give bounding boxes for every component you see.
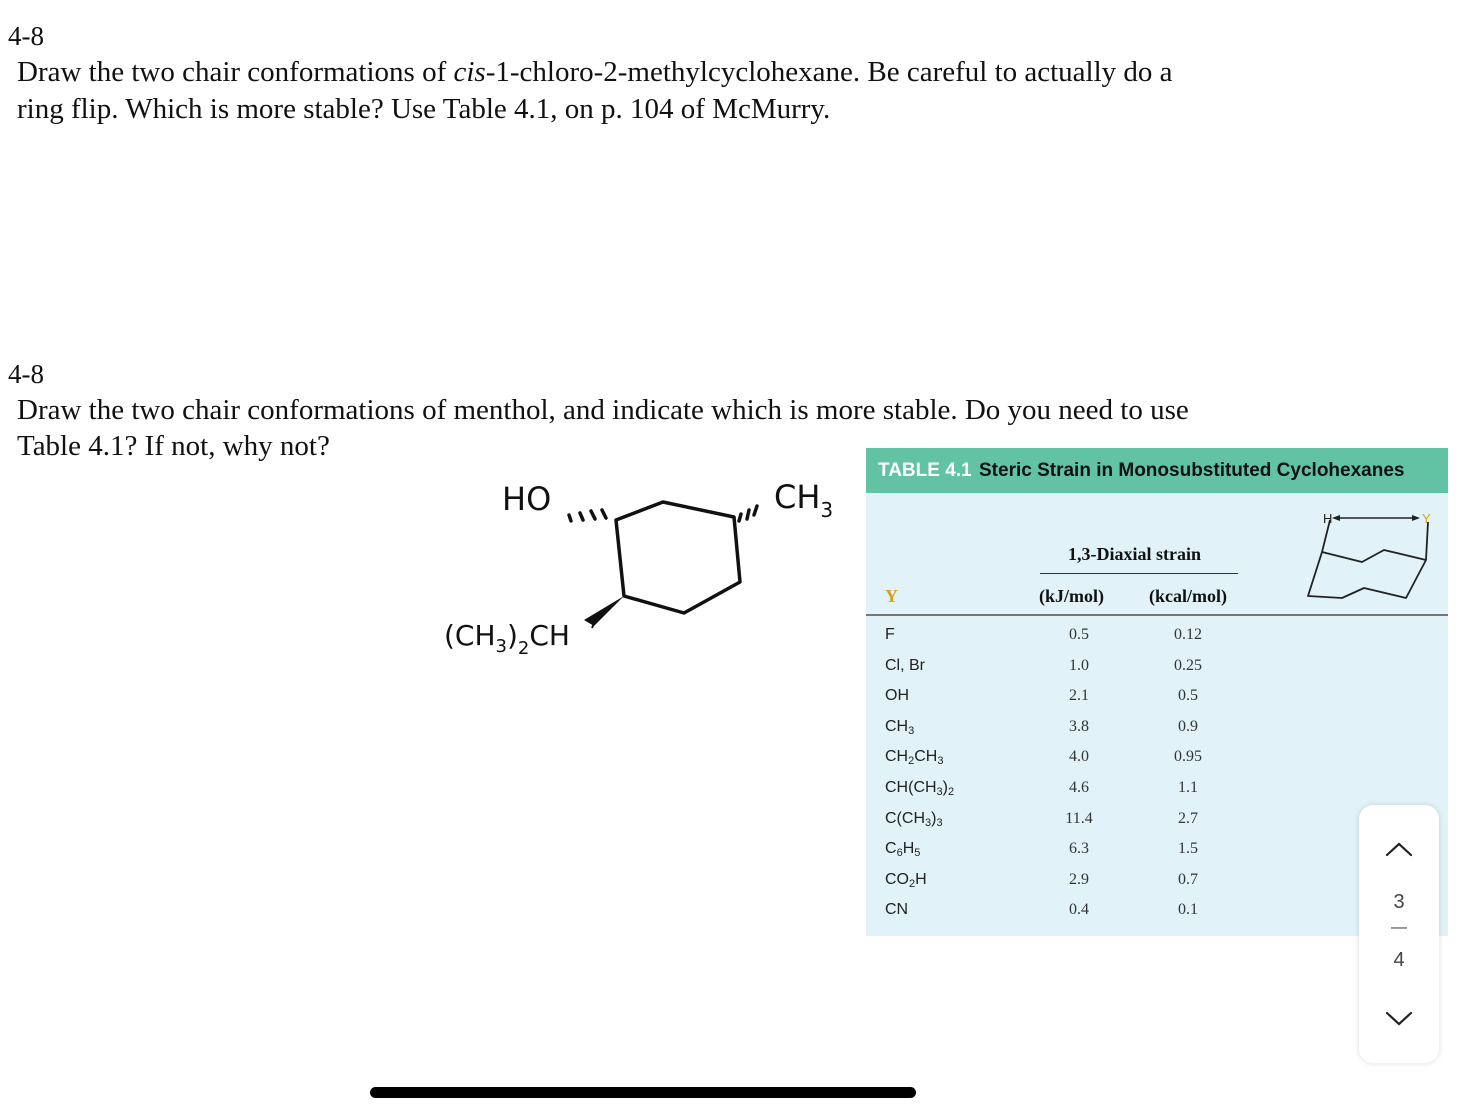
- row-kcal-value: 1.5: [1178, 840, 1198, 857]
- row-kcal-value: 2.7: [1178, 810, 1198, 827]
- row-kj-value: 0.5: [1069, 626, 1089, 643]
- row-kj-value: 2.1: [1069, 687, 1089, 704]
- chair-diagram-icon: [1302, 508, 1442, 608]
- chevron-up-icon[interactable]: [1385, 841, 1413, 857]
- page-total: 4: [1393, 949, 1405, 971]
- menthol-structure: [438, 470, 858, 690]
- row-kcal-value: 1.1: [1178, 779, 1198, 796]
- table-header-bar: [866, 448, 1448, 493]
- group-header: 1,3-Diaxial strain: [1068, 544, 1201, 564]
- problem2-line2: Table 4.1? If not, why not?: [17, 430, 330, 462]
- header-rule: [866, 614, 1448, 616]
- ch3-label: $CH_3$: [774, 478, 834, 522]
- row-kcal-value: 0.12: [1174, 626, 1202, 643]
- isopropyl-label: $(CH_3)_2CH$: [444, 619, 570, 659]
- problem1-line1: Draw the two chair conformations of cis-1-chloro-2-methylcyclohexane. Be careful to actually do a: [17, 56, 1173, 88]
- row-kj-value: 4.6: [1069, 779, 1089, 796]
- row-kcal-value: 0.7: [1178, 871, 1198, 888]
- isopropyl-wedge-bond: [584, 596, 624, 626]
- table-label: TABLE 4.1: [878, 460, 972, 481]
- home-indicator[interactable]: [370, 1087, 916, 1098]
- menthol-drawing: [438, 470, 858, 690]
- problem2-number: 4-8: [8, 359, 44, 389]
- ho-hash-bond: [569, 510, 606, 521]
- row-substituent: OH: [885, 687, 909, 704]
- page-current: 3: [1393, 891, 1405, 913]
- row-substituent: F: [885, 626, 895, 643]
- row-substituent: CN: [885, 901, 909, 918]
- row-substituent: $CH_2CH_3$: [885, 748, 944, 767]
- row-substituent: Cl, Br: [885, 657, 925, 674]
- ho-label: HO: [502, 480, 552, 518]
- row-kj-value: 6.3: [1069, 840, 1089, 857]
- col-kj-header: (kJ/mol): [1039, 586, 1104, 606]
- cyclohexane-ring: [616, 502, 740, 613]
- problem1-number: 4-8: [8, 21, 44, 51]
- diagram-y-label: Y: [1422, 511, 1431, 526]
- row-kj-value: 0.4: [1069, 901, 1089, 918]
- diagram-h-label: H: [1323, 511, 1333, 526]
- row-kj-value: 2.9: [1069, 871, 1089, 888]
- row-kcal-value: 0.95: [1174, 748, 1202, 765]
- row-kcal-value: 0.5: [1178, 687, 1198, 704]
- row-kcal-value: 0.25: [1174, 657, 1202, 674]
- row-kcal-value: 0.1: [1178, 901, 1198, 918]
- table-title: Steric Strain in Monosubstituted Cyclohexanes: [979, 460, 1405, 481]
- row-kj-value: 4.0: [1069, 748, 1089, 765]
- chevron-down-icon[interactable]: [1385, 1011, 1413, 1027]
- row-kj-value: 1.0: [1069, 657, 1089, 674]
- problem1-line2: ring flip. Which is more stable? Use Table 4.1, on p. 104 of McMurry.: [17, 93, 831, 125]
- page-navigator: [1359, 805, 1439, 1063]
- row-substituent: $C(CH_3)_3$: [885, 810, 943, 829]
- row-kj-value: 3.8: [1069, 718, 1089, 735]
- row-substituent: $CH(CH_3)_2$: [885, 779, 955, 798]
- row-substituent: $CH_3$: [885, 718, 915, 737]
- row-kcal-value: 0.9: [1178, 718, 1198, 735]
- row-substituent: $CO_2H$: [885, 871, 927, 890]
- row-kj-value: 11.4: [1065, 810, 1093, 827]
- problem2-line1: Draw the two chair conformations of menthol, and indicate which is more stable. Do you need to use: [17, 394, 1189, 426]
- row-substituent: $C_6H_5$: [885, 840, 921, 859]
- page-separator: —: [1391, 919, 1407, 936]
- ch3-hash-bond: [739, 506, 757, 521]
- col-kcal-header: (kcal/mol): [1149, 586, 1227, 606]
- group-header-rule: [1040, 573, 1238, 574]
- col-y-header: Y: [885, 586, 898, 606]
